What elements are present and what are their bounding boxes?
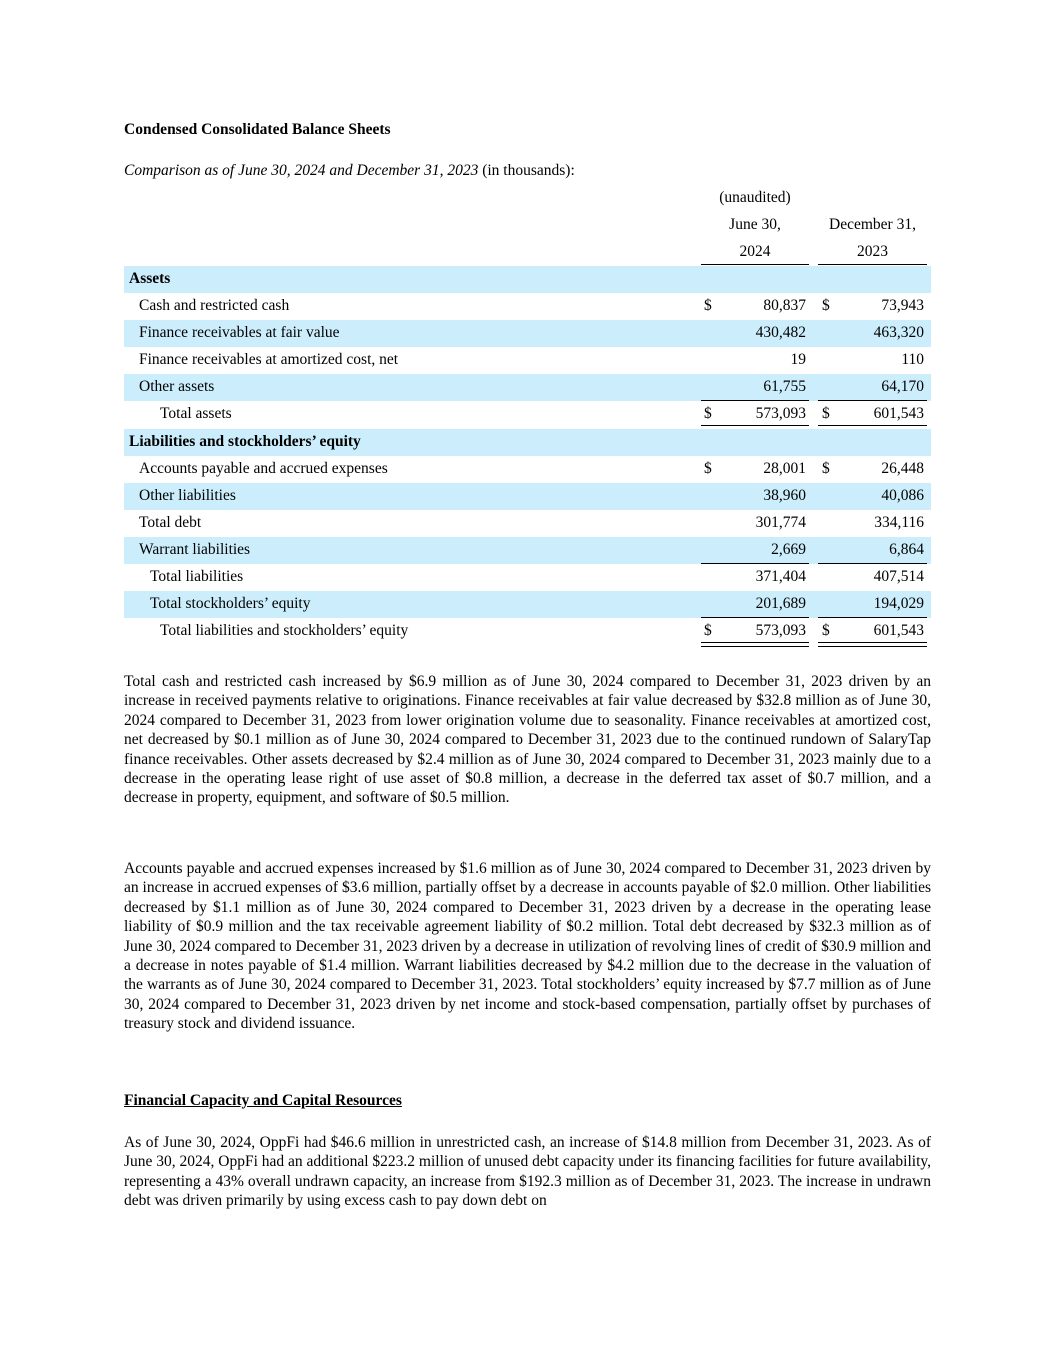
header-col1-line1: June 30, [729,216,781,233]
row-value-col1: 28,001 [763,460,806,477]
row-value-col1: 301,774 [755,514,806,531]
table-row [124,456,931,483]
row-label: Finance receivables at amortized cost, net [139,351,399,368]
row-dollar-col2: $ [822,405,830,422]
row-value-col1: 430,482 [755,324,806,341]
row-label: Assets [129,270,171,287]
row-label: Total liabilities [150,568,244,585]
row-value-col2: 601,543 [873,405,924,422]
row-value-col2: 73,943 [881,297,924,314]
table-row [124,320,931,347]
row-value-col1: 61,755 [763,378,806,395]
row-value-col1: 201,689 [755,595,806,612]
header-col2-line1: December 31, [829,216,916,233]
row-label: Other assets [139,378,215,395]
row-dollar-col1: $ [704,297,712,314]
row-label: Other liabilities [139,487,236,504]
row-value-col2: 334,116 [874,514,924,531]
table-row [124,347,931,374]
page-title: Condensed Consolidated Balance Sheets [124,121,391,138]
row-dollar-col2: $ [822,297,830,314]
subtitle-italic: Comparison as of June 30, 2024 and December 31, 2023 [124,162,479,179]
row-dollar-col2: $ [822,460,830,477]
row-value-col2: 6,864 [889,541,924,558]
row-value-col1: 2,669 [771,541,806,558]
row-label: Total stockholders’ equity [150,595,311,612]
section-heading: Financial Capacity and Capital Resources [124,1092,402,1109]
header-col2-line2: 2023 [857,243,888,260]
total-double-line-col2 [818,642,927,647]
total-double-line-col1 [701,642,809,647]
row-dollar-col1: $ [704,405,712,422]
row-label: Cash and restricted cash [139,297,290,314]
paragraph-assets: Total cash and restricted cash increased by $6.9 million as of June 30, 2024 compared to December 31, 2023 driven by an increase in received payments relative to originations. Finance receivables at fair value decreased by $32.8 million as of June 30, 2024 compared to December 31, 2023 from lower origination volume due to seasonality. Finance receivables at amortized cost, net decreased by $0.1 million as of June 30, 2024 compared to December 31, 2023 due to the continued rundown of SalaryTap finance receivables. Other assets decreased by $2.4 million as of June 30, 2024 compared to December 31, 2023 mainly due to a decrease in the operating lease right of use asset of $0.8 million, a decrease in the deferred tax asset of $0.7 million, and a decrease in property, equipment, and software of $0.5 million. [124,673,931,807]
table-row [124,293,931,320]
row-value-col2: 64,170 [881,378,924,395]
table-row-total [124,618,931,645]
row-label: Accounts payable and accrued expenses [139,460,388,477]
row-value-col1: 19 [790,351,806,368]
row-dollar-col1: $ [704,460,712,477]
row-value-col2: 110 [901,351,924,368]
table-row-liabilities-heading [124,429,931,456]
row-label: Total assets [160,405,232,422]
table-row-assets-heading [124,266,931,293]
header-col1-line2: 2024 [739,243,771,260]
table-row-total [124,401,931,428]
row-dollar-col1: $ [704,622,712,639]
header-underline-col1 [701,264,809,265]
row-label: Total liabilities and stockholders’ equity [160,622,409,639]
paragraph-liabilities: Accounts payable and accrued expenses increased by $1.6 million as of June 30, 2024 compared to December 31, 2023 driven by an increase in accrued expenses of $3.6 million, partially offset by a decrease in accounts payable of $2.0 million. Other liabilities decreased by $1.1 million as of June 30, 2024 compared to December 31, 2023 driven by a decrease in the operating lease liability of $0.9 million and the tax receivable agreement liability of $0.2 million. Total debt decreased by $32.3 million as of June 30, 2024 compared to December 31, 2023 driven by a decrease in utilization of revolving lines of credit of $30.9 million and a decrease in notes payable of $1.4 million. Warrant liabilities decreased by $4.2 million due to the decrease in the valuation of the warrants as of June 30, 2024 compared to December 31, 2023. Total stockholders’ equity increased by $7.7 million as of June 30, 2024 compared to December 31, 2023 driven by net income and stock-based compensation, partially offset by purchases of treasury stock and dividend issuance. [124,860,931,1033]
row-value-col2: 194,029 [873,595,924,612]
table-subtitle [124,162,575,180]
row-label: Total debt [139,514,202,531]
row-label: Warrant liabilities [139,541,251,558]
paragraph-capital-resources: As of June 30, 2024, OppFi had $46.6 million in unrestricted cash, an increase of $14.8 million from December 31, 2023. As of June 30, 2024, OppFi had an additional $223.2 million of unused debt capacity under its financing facilities for future availability, representing a 43% overall undrawn capacity, an increase from $192.3 million as of December 31, 2023. The increase in undrawn debt was driven primarily by using excess cash to pay down debt on [124,1134,931,1210]
table-row [124,564,931,591]
row-label: Finance receivables at fair value [139,324,340,341]
row-value-col1: 38,960 [763,487,806,504]
table-row [124,537,931,564]
row-value-col2: 26,448 [881,460,924,477]
table-row [124,374,931,401]
row-value-col2: 601,543 [873,622,924,639]
table-row [124,510,931,537]
row-label: Liabilities and stockholders’ equity [129,433,361,450]
header-unaudited: (unaudited) [719,189,791,206]
header-underline-col2 [818,264,927,265]
row-value-col2: 463,320 [873,324,924,341]
row-value-col2: 40,086 [881,487,924,504]
row-value-col1: 573,093 [755,622,806,639]
row-value-col2: 407,514 [873,568,924,585]
subtitle-plain: (in thousands): [478,162,575,179]
row-value-col1: 573,093 [755,405,806,422]
table-row [124,591,931,618]
table-row [124,483,931,510]
row-value-col1: 80,837 [763,297,806,314]
row-value-col1: 371,404 [755,568,806,585]
row-dollar-col2: $ [822,622,830,639]
